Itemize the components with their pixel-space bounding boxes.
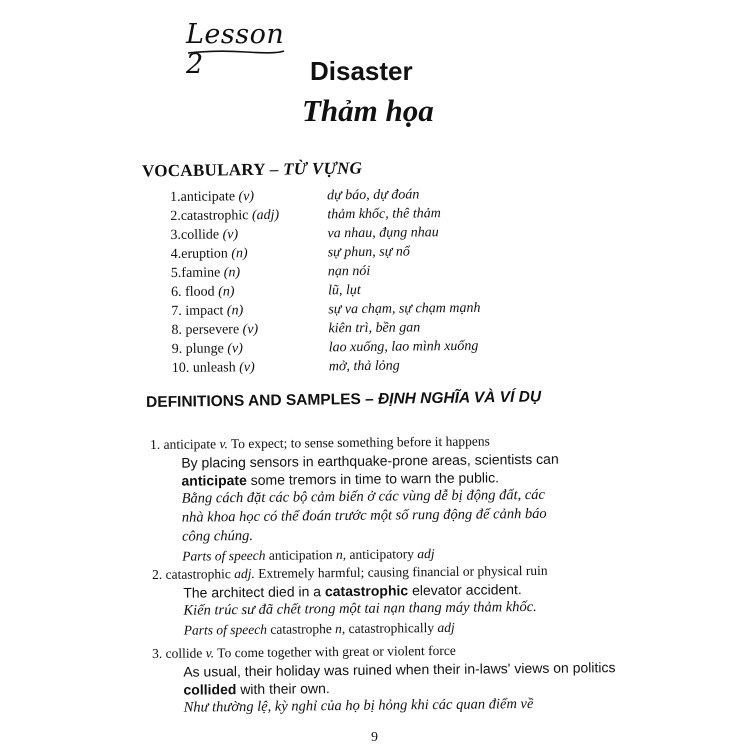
vocab-pos: (n) (226, 303, 244, 319)
vocabulary-heading (142, 158, 362, 181)
entry-example-line: As usual, their holiday was ruined when their in-laws' views on politics (183, 659, 616, 680)
vocab-pos: (v) (238, 189, 255, 205)
entry-definition: Extremely harmful; causing financial or physical ruin (258, 562, 548, 581)
vocab-pos: (n) (223, 265, 241, 281)
vocab-word: eruption (181, 246, 228, 262)
vocab-num: 10. (171, 360, 193, 376)
vocab-pos: (adj) (251, 207, 280, 224)
entry-definition: To come together with great or violent force (217, 642, 456, 661)
definitions-heading-en: DEFINITIONS AND SAMPLES (146, 391, 361, 411)
entry-pos: adj. (234, 565, 255, 582)
entry-pos: v. (219, 436, 228, 452)
vocab-meaning: mở, thả lỏng (328, 358, 400, 375)
parts-of-speech-tag: n, (335, 546, 347, 563)
entry-translation-line: công chúng. (181, 527, 254, 545)
definition-entry-catastrophic (152, 562, 548, 640)
vocab-word: plunge (185, 341, 224, 357)
parts-of-speech-label: Parts of speech (182, 547, 266, 564)
vocab-term (171, 244, 248, 264)
vocab-meaning: kiên trì, bền gan (328, 320, 421, 337)
vocab-term (172, 358, 255, 378)
entry-example-rest: some tremors in time to warn the public. (250, 469, 500, 488)
entry-example-rest: with their own. (240, 680, 330, 698)
parts-of-speech-word: catastrophe (270, 621, 332, 637)
vocab-num: 3. (170, 227, 182, 243)
vocab-pos: (v) (239, 360, 255, 376)
vocab-word: persevere (185, 322, 240, 338)
page-title-vietnamese: Thảm họa (302, 93, 434, 128)
vocab-word: flood (185, 284, 215, 300)
entry-translation-line: Kiến trúc sư đã chết trong một tai nạn thang máy thảm khốc. (183, 598, 537, 619)
vocab-term (170, 225, 238, 245)
entry-example-keyword: anticipate (181, 471, 247, 489)
parts-of-speech-tag: adj (437, 619, 455, 636)
vocab-term (171, 263, 240, 283)
vocab-word: catastrophic (180, 208, 249, 224)
entry-headword: 2. catastrophic (152, 566, 231, 582)
vocab-word: unleash (192, 360, 236, 376)
entry-pos: v. (205, 645, 215, 661)
vocab-term (171, 320, 258, 340)
vocabulary-list (170, 184, 512, 378)
vocab-row (172, 355, 512, 378)
vocab-meaning: sự phun, sự nổ (327, 244, 410, 261)
definitions-heading (146, 388, 541, 412)
vocab-term (171, 282, 235, 302)
page-title-english: Disaster (310, 56, 413, 86)
vocab-pos: (n) (218, 284, 235, 300)
definitions-heading-sep: – (360, 390, 379, 409)
vocabulary-heading-sep: – (265, 159, 284, 179)
lesson-label-text: Lesson 2 (186, 19, 285, 80)
parts-of-speech-word: catastrophically (348, 620, 435, 636)
vocabulary-heading-vi: TỪ VỰNG (283, 158, 363, 179)
entry-translation-line: Như thường lệ, kỳ nghỉ của họ bị hỏng khi các quan điểm về (183, 696, 534, 716)
entry-headword: 3. collide (152, 645, 203, 661)
vocab-meaning: lao xuống, lao mình xuống (328, 338, 479, 356)
vocab-term (171, 301, 243, 321)
vocab-num: 2. (170, 208, 181, 224)
entry-parts-of-speech (153, 617, 549, 640)
definition-entry-collide (152, 640, 616, 718)
vocab-meaning: lũ, lụt (328, 283, 361, 299)
vocab-num: 4. (170, 246, 182, 262)
lesson-underline-icon (186, 48, 286, 56)
entry-definition: To expect; to sense something before it happens (230, 433, 490, 452)
vocab-pos: (v) (227, 341, 243, 357)
parts-of-speech-word: anticipation (268, 547, 333, 563)
entry-example-start: The architect died in a (183, 583, 322, 601)
vocab-meaning: thảm khốc, thê thảm (327, 206, 441, 223)
entry-example-keyword: collided (183, 681, 237, 698)
parts-of-speech-tag: adj (417, 546, 435, 562)
vocab-meaning: nạn nói (327, 263, 371, 280)
vocab-pos: (v) (242, 322, 259, 338)
entry-translation-line: Bằng cách đặt các bộ cảm biến ở các vùng dễ bị động đất, các (181, 486, 546, 507)
vocab-num: 9. (171, 341, 186, 357)
entry-example-rest: elevator accident. (411, 581, 522, 599)
lesson-label (186, 19, 286, 80)
parts-of-speech-tag: n, (335, 620, 346, 637)
vocab-meaning: sự va chạm, sự chạm mạnh (328, 300, 481, 318)
vocab-word: collide (180, 227, 220, 243)
vocab-pos: (n) (231, 246, 248, 262)
vocab-num: 6. (171, 284, 186, 300)
vocab-word: impact (185, 303, 224, 319)
vocab-meaning: va nhau, đụng nhau (327, 225, 439, 242)
vocabulary-heading-en: VOCABULARY (141, 159, 266, 181)
vocab-word: anticipate (180, 189, 236, 205)
definition-entry-anticipate (150, 432, 560, 566)
vocab-pos: (v) (222, 227, 239, 243)
entry-example-keyword: catastrophic (324, 582, 409, 600)
vocab-word: famine (181, 265, 221, 281)
vocab-term (170, 187, 254, 207)
vocab-term (170, 206, 279, 226)
vocab-num: 5. (170, 265, 182, 281)
vocab-meaning: dự báo, dự đoán (327, 187, 420, 204)
parts-of-speech-label: Parts of speech (183, 621, 267, 638)
parts-of-speech-word: anticipatory (349, 546, 415, 562)
definitions-heading-vi: ĐỊNH NGHĨA VÀ VÍ DỤ (377, 388, 542, 408)
entry-example-line: By placing sensors in earthquake-prone areas, scientists can (181, 450, 559, 471)
entry-translation-line: nhà khoa học có thể đoán trước một số rung động để cảnh báo (181, 505, 547, 526)
vocab-term (172, 339, 243, 359)
vocab-num: 8. (171, 322, 186, 338)
vocab-num: 7. (171, 303, 186, 319)
entry-headword: 1. anticipate (150, 436, 217, 452)
vocab-num: 1. (170, 189, 181, 205)
page-number: 9 (371, 730, 378, 745)
